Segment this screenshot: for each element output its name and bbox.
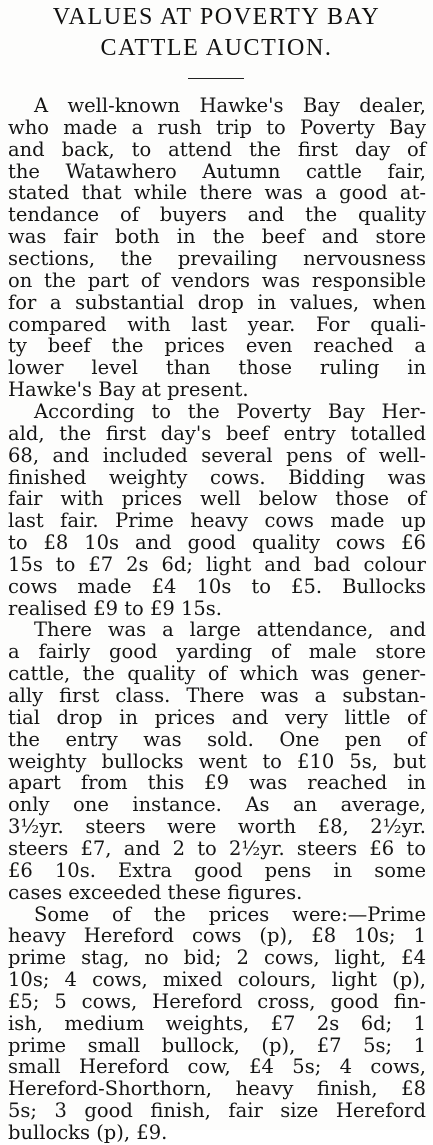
- body-line: finished weighty cows. Bidding was: [8, 465, 426, 489]
- body-line: 10s; 4 cows, mixed colours, light (p),: [8, 968, 426, 991]
- body-line: ald, the first day's beef entry totalled: [8, 421, 426, 445]
- body-line: fair with prices well below those of: [8, 487, 426, 511]
- body-line: £6 10s. Extra good pens in some: [8, 858, 426, 882]
- body-line: cows made £4 10s to £5. Bullocks: [8, 574, 426, 598]
- body-line: tial drop in prices and very little of: [8, 705, 426, 729]
- body-line: Some of the prices were:—Prime: [34, 902, 426, 926]
- body-line: 15s to £7 2s 6d; light and bad colour: [8, 552, 426, 576]
- body-line: cattle, the quality of which was gener-: [8, 662, 426, 686]
- body-line: a fairly good yarding of male store: [8, 640, 426, 664]
- body-line: apart from this £9 was reached in: [8, 771, 426, 795]
- headline-line-1: VALUES AT POVERTY BAY: [52, 4, 381, 30]
- body-line: cases exceeded these figures.: [8, 880, 303, 904]
- body-line: to £8 10s and good quality cows £6: [8, 531, 426, 554]
- body-line: Hereford-Shorthorn, heavy finish, £8: [8, 1077, 426, 1101]
- body-line: small Hereford cow, £4 5s; 4 cows,: [8, 1055, 426, 1079]
- body-line: who made a rush trip to Poverty Bay: [8, 115, 426, 139]
- body-line: Hawke's Bay at present.: [8, 378, 249, 402]
- body-line: £5; 5 cows, Hereford cross, good fin-: [8, 989, 426, 1013]
- body-line: ish, medium weights, £7 2s 6d; 1: [8, 1011, 426, 1035]
- body-line: bullocks (p), £9.: [8, 1121, 168, 1144]
- body-line: only one instance. As an average,: [8, 793, 426, 817]
- body-line: realised £9 to £9 15s.: [8, 596, 223, 620]
- body-line: weighty bullocks went to £10 5s, but: [8, 749, 426, 773]
- body-line: lower level than those ruling in: [8, 356, 426, 380]
- headline-line-2: CATTLE AUCTION.: [100, 35, 333, 61]
- body-line: prime small bullock, (p), £7 5s; 1: [8, 1033, 426, 1057]
- body-line: A well-known Hawke's Bay dealer,: [34, 94, 426, 117]
- headline-divider: [188, 78, 244, 79]
- body-line: the entry was sold. One pen of: [8, 727, 426, 751]
- body-line: was fair both in the beef and store: [8, 225, 426, 249]
- body-line: stated that while there was a good at-: [8, 181, 426, 205]
- body-line: prime stag, no bid; 2 cows, light, £4: [8, 946, 426, 970]
- body-line: 68, and included several pens of well-: [8, 443, 426, 467]
- body-line: the Watawhero Autumn cattle fair,: [8, 159, 426, 183]
- body-line: on the part of vendors was responsible: [8, 268, 426, 292]
- body-line: heavy Hereford cows (p), £8 10s; 1: [8, 924, 426, 948]
- body-line: steers £7, and 2 to 2½yr. steers £6 to: [8, 836, 426, 860]
- body-line: tendance of buyers and the quality: [8, 203, 426, 227]
- body-line: According to the Poverty Bay Her-: [34, 399, 426, 423]
- body-line: There was a large attendance, and: [34, 618, 426, 642]
- body-line: ty beef the prices even reached a: [8, 334, 426, 358]
- body-line: ally first class. There was a substan-: [8, 684, 426, 707]
- body-line: compared with last year. For quali-: [8, 312, 426, 336]
- body-line: 3½yr. steers were worth £8, 2½yr.: [8, 815, 426, 839]
- body-line: last fair. Prime heavy cows made up: [8, 509, 426, 533]
- body-line: sections, the prevailing nervousness: [8, 247, 426, 270]
- body-line: and back, to attend the first day of: [8, 137, 426, 161]
- body-line: for a substantial drop in values, when: [8, 290, 426, 314]
- body-line: 5s; 3 good finish, fair size Hereford: [8, 1099, 426, 1123]
